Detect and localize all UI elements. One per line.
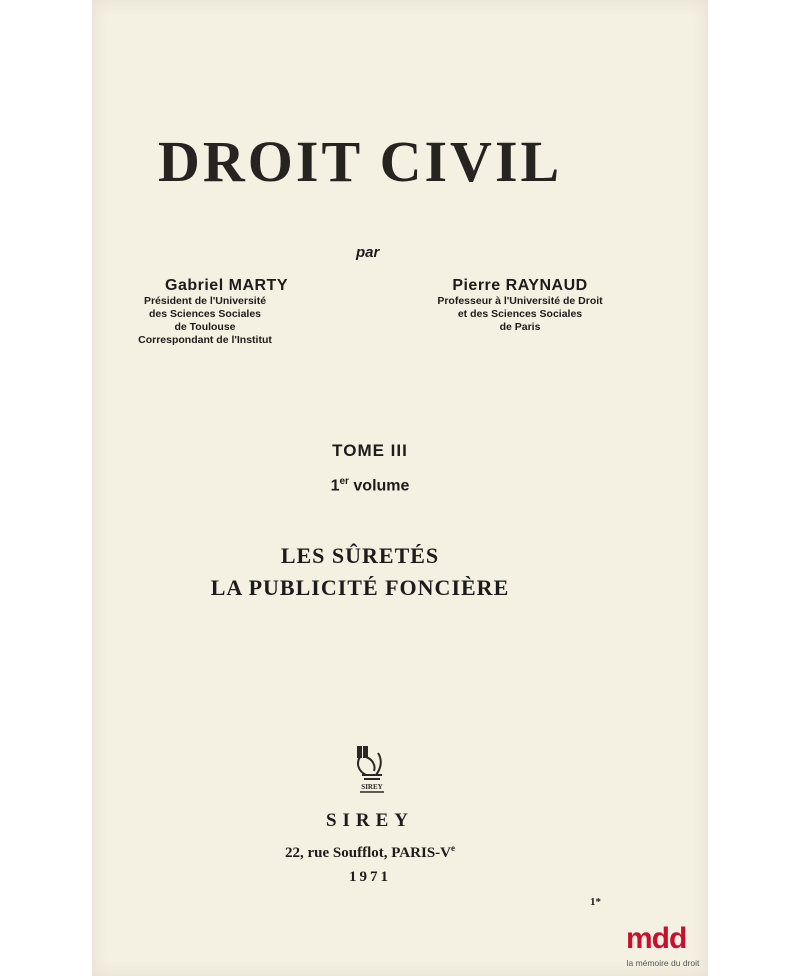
volume-label: volume [353, 477, 410, 495]
signature-mark: 1* [590, 896, 601, 908]
volume-digit: 1 [330, 477, 340, 495]
affiliation-line: de Toulouse [174, 321, 236, 333]
volume-number [240, 476, 500, 495]
author-affiliation [420, 295, 620, 334]
publisher-address [220, 843, 520, 862]
subtitle-line: LA PUBLICITÉ FONCIÈRE [210, 575, 510, 600]
affiliation-line: Professeur à l'Université de Droit [437, 295, 603, 307]
publication-year: 1971 [349, 869, 391, 885]
publisher-logo-icon [352, 745, 392, 795]
affiliation-line: Correspondant de l'Institut [138, 334, 272, 346]
affiliation-line: Président de l'Université [143, 295, 267, 307]
book-title: DROIT CIVIL [158, 129, 563, 194]
publisher-logo-text: SIREY [361, 783, 383, 791]
address-text: 22, rue Soufflot, PARIS-V [285, 845, 451, 861]
by-label: par [356, 244, 380, 261]
author-first-name: Pierre [452, 277, 501, 294]
author-raynaud [420, 277, 620, 334]
watermark-tagline: la mémoire du droit [626, 958, 700, 968]
affiliation-line: de Paris [499, 321, 541, 333]
author-first-name: Gabriel [165, 277, 224, 294]
subtitle-line: LES SÛRETÉS [280, 543, 440, 568]
mdd-logo-icon: mdd [626, 922, 687, 955]
author-last-name: RAYNAUD [505, 277, 588, 294]
affiliation-line: des Sciences Sociales [148, 308, 262, 320]
affiliation-line: et des Sciences Sociales [457, 308, 583, 320]
author-name [420, 277, 620, 295]
watermark-logo [618, 922, 708, 972]
address-arrondissement: e [450, 843, 455, 853]
book-subtitle [150, 540, 570, 604]
author-name [128, 277, 288, 295]
tome-number: TOME III [332, 441, 408, 460]
author-affiliation [122, 295, 288, 347]
publisher-name: SIREY [325, 810, 415, 831]
volume-suffix: er [339, 476, 349, 487]
author-marty [128, 277, 288, 347]
author-last-name: MARTY [228, 277, 288, 294]
